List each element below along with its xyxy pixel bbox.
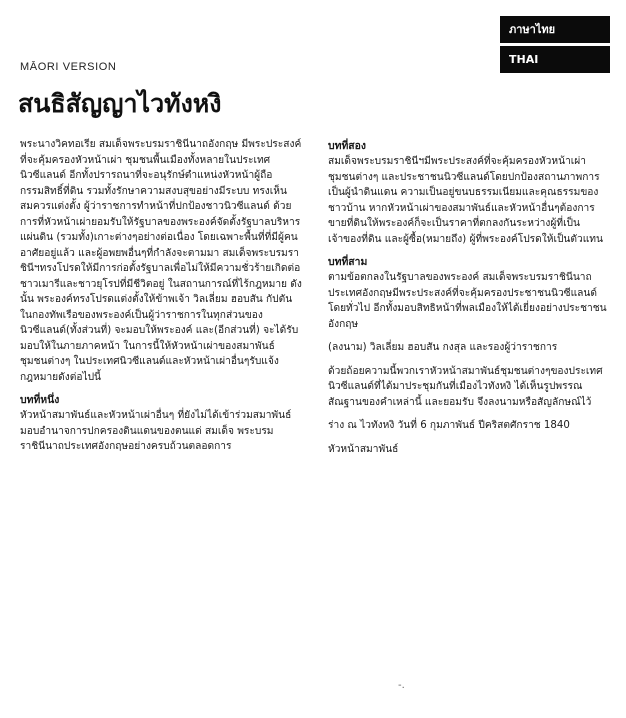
preamble-paragraph: พระนางวิคทอเรีย สมเด็จพระบรมราชินีนาถอังกฤษ มีพระประสงค์ ที่จะคุ้มครองหัวหน้าเผ่า ชุมชนพื้นเมืองทั้งหลายในประเทศนิวซีแลนด์ อีกทั้งปรารถนาที่จะอนุรักษ์ตำแหน่งหัวหน้าผู้ถือกรรมสิทธิ์ที่ดิน รวมทั้งรักษาความสงบสุขอย่างมีระบบ ทรงเห็นสมควรแต่งตั้ง ผู้ว่าราชการทำหน้าที่ปกป้องชาวนิวซีแลนด์ ด้วยการที่หัวหน้าเผ่ายอมรับให้รัฐบาลของพระองค์จัดตั้งรัฐบาลบริหารแผ่นดิน (รวมทั้ง)เกาะต่างๆอย่างต่อเนื่อง โดยเฉพาะพื้นที่ที่มีผู้คนอาศัยอยู่แล้ว และผู้อพยพอื่นๆที่กำลังจะตามมา สมเด็จพระบรมราชินีฯทรงโปรดให้มีการก่อตั้งรัฐบาลเพื่อไม่ให้มีความชั่วร้ายเกิดต่อชาวเมารีและชาวยุโรปที่มีชีวิตอยู่ ในสถานการณ์ที่ไร้กฎหมาย ดังนั้น พระองค์ทรงโปรดแต่งตั้งให้ข้าพเจ้า วิลเลี่ยม ฮอบสัน กัปตันในกองทัพเรือของพระองค์เป็นผู้ว่าราชการในทุกส่วนของนิวซีแลนด์(ทั้งส่วนที่) จะมอบให้พระองค์ และ(อีกส่วนที่) จะได้รับมอบให้ในภายภาคหน้า ในการนี้ให้หัวหน้าเผ่าของสมาพันธ์ชุมชนต่างๆ ในประเทศนิวซีแลนด์และหัวหน้าเผ่าอื่นๆรับแจ้งกฎหมายดังต่อไปนี้ bbox=[20, 139, 302, 383]
version-label: MĀORI VERSION bbox=[20, 61, 117, 73]
page-title: สนธิสัญญาไวทังหงิ bbox=[18, 89, 222, 118]
right-column bbox=[328, 139, 610, 465]
language-tabs bbox=[500, 16, 610, 73]
article-three-heading: บทที่สาม bbox=[328, 256, 368, 268]
tab-thai-english[interactable]: THAI bbox=[500, 46, 610, 73]
article-three-paragraph: ตามข้อตกลงในรัฐบาลของพระองค์ สมเด็จพระบรมราชินีนาถประเทศอังกฤษมีพระประสงค์ที่จะคุ้มครองประชาชนนิวซีแลนด์โดยทั่วไป อีกทั้งมอบสิทธิหน้าที่พลเมืองให้ได้เยี่ยงอย่างประชาชนอังกฤษ bbox=[328, 272, 607, 330]
page-mark: -. bbox=[398, 680, 405, 691]
article-two-paragraph: สมเด็จพระบรมราชินีฯมีพระประสงค์ที่จะคุ้มครองหัวหน้าเผ่า ชุมชนต่างๆ และประชาชนนิวซีแลนด์โดยปกป้องสถานภาพการเป็นผู้นำดินแดน ความเป็นอยู่ขนบธรรมเนียมและคุณธรรมของชาวบ้าน หากหัวหน้าเผ่าของสมาพันธ์และหัวหน้าอื่นๆต้องการขายที่ดินให้พระองค์ก็จะเป็นราคาที่ตกลงกันระหว่างผู้ที่เป็นเจ้าของที่ดิน และผู้ซื้อ(หมายถึง) ผู้ที่พระองค์โปรดให้เป็นตัวแทน bbox=[328, 156, 603, 245]
date-line: ร่าง ณ ไวทังหงิ วันที่ 6 กุมภาพันธ์ ปีคริสตศักราช 1840 bbox=[328, 420, 570, 431]
signature-line: (ลงนาม) วิลเลี่ยม ฮอบสัน กงสุล และรองผู้ว่าราชการ bbox=[328, 342, 558, 353]
chiefs-label: หัวหน้าสมาพันธ์ bbox=[328, 443, 399, 455]
article-one-paragraph: หัวหน้าสมาพันธ์และหัวหน้าเผ่าอื่นๆ ที่ยังไม่ได้เข้าร่วมสมาพันธ์ มอบอำนาจการปกครองดินแดนของตนแด่ สมเด็จ พระบรมราชินีนาถประเทศอังกฤษอย่างครบถ้วนตลอดการ bbox=[20, 410, 292, 452]
tab-thai[interactable]: ภาษาไทย bbox=[500, 16, 610, 43]
article-one-heading: บทที่หนึ่ง bbox=[20, 394, 60, 406]
chiefs-agreement-paragraph: ด้วยถ้อยความนี้พวกเราหัวหน้าสมาพันธ์ชุมชนต่างๆของประเทศนิวซีแลนด์ที่ได้มาประชุมกันที่เมืองไวทังหงิ ได้เห็นรูปพรรณสัณฐานของคำเหล่านี้ และยอมรับ จึงลงนามหรือสัญลักษณ์ไว้ bbox=[328, 365, 603, 408]
left-column bbox=[20, 137, 302, 463]
article-two-heading: บทที่สอง bbox=[328, 140, 366, 152]
